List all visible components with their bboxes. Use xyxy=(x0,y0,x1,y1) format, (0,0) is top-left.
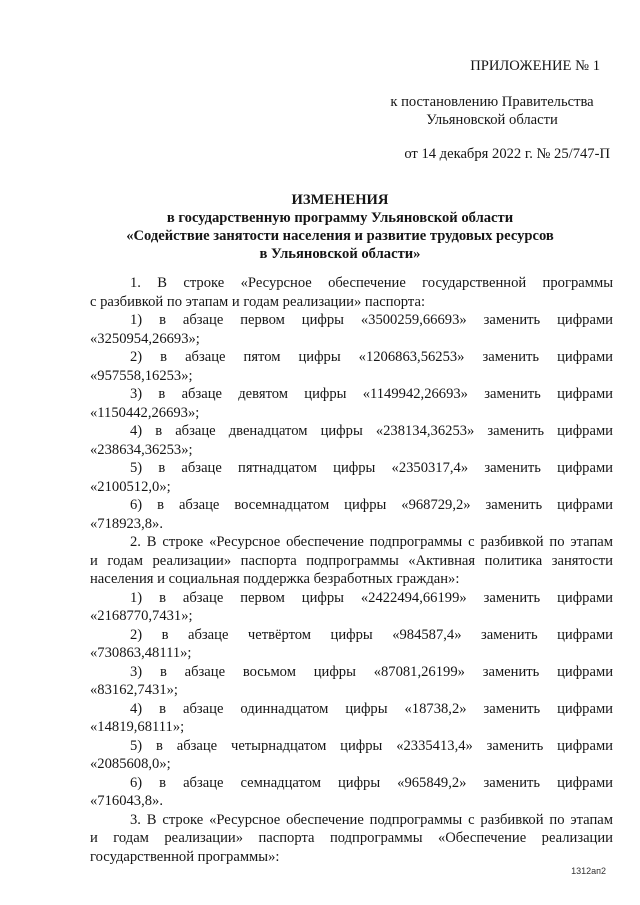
body-line: «1150442,26693»; xyxy=(90,404,200,421)
body-line: 4) в абзаце одиннадцатом цифры «18738,2» заменить цифрами xyxy=(130,700,613,717)
appendix-label: ПРИЛОЖЕНИЕ № 1 xyxy=(470,58,600,74)
body-line: 3) в абзаце девятом цифры «1149942,26693» заменить цифрами xyxy=(130,386,613,402)
body-line: «957558,16253»; xyxy=(90,367,193,384)
body-line: государственной программы»: xyxy=(90,848,280,865)
body-line: 3) в абзаце восьмом цифры «87081,26199» заменить цифрами xyxy=(130,663,613,680)
title-line-2: в государственную программу Ульяновской области xyxy=(166,210,514,226)
body-line: 2) в абзаце пятом цифры «1206863,56253» заменить цифрами xyxy=(130,349,613,365)
body-line: «2085608,0»; xyxy=(90,756,171,772)
title-line-3: «Содействие занятости населения и развитие трудовых ресурсов xyxy=(126,228,554,244)
body-line: «716043,8». xyxy=(90,793,163,809)
body-line: 3. В строке «Ресурсное обеспечение подпрограммы с разбивкой по этапам xyxy=(130,811,613,828)
resolution-line-1: к постановлению Правительства xyxy=(390,94,594,110)
body-line: 5) в абзаце четырнадцатом цифры «2335413,4» заменить цифрами xyxy=(130,737,613,754)
body-line: населения и социальная поддержка безработных граждан»: xyxy=(90,571,460,587)
body-line: «238634,36253»; xyxy=(90,441,193,458)
title-line-4: в Ульяновской области» xyxy=(259,246,421,262)
resolution-date: от 14 декабря 2022 г. № 25/747-П xyxy=(404,146,610,162)
body-line: с разбивкой по этапам и годам реализации» паспорта: xyxy=(90,293,426,310)
body-line: 6) в абзаце семнадцатом цифры «965849,2» заменить цифрами xyxy=(130,774,613,791)
body-line: «2100512,0»; xyxy=(90,478,171,495)
body-line: 6) в абзаце восемнадцатом цифры «968729,2» заменить цифрами xyxy=(130,497,613,513)
resolution-line-2: Ульяновской области xyxy=(426,112,558,128)
body-line: «730863,48111»; xyxy=(90,645,192,661)
body-line: «718923,8». xyxy=(90,515,163,532)
document-body xyxy=(90,274,613,866)
body-line: «2168770,7431»; xyxy=(90,608,193,624)
document-title xyxy=(90,191,590,263)
body-line: «14819,68111»; xyxy=(90,719,185,735)
body-line: «3250954,26693»; xyxy=(90,330,200,347)
body-line: 2. В строке «Ресурсное обеспечение подпрограммы с разбивкой по этапам xyxy=(130,534,613,550)
body-line: 5) в абзаце пятнадцатом цифры «2350317,4» заменить цифрами xyxy=(130,460,613,476)
body-line: и годам реализации» паспорта подпрограммы «Активная политика занятости xyxy=(90,552,613,569)
body-line: 1) в абзаце первом цифры «2422494,66199» заменить цифрами xyxy=(130,589,613,606)
body-line: 4) в абзаце двенадцатом цифры «238134,36253» заменить цифрами xyxy=(130,423,613,439)
title-line-1: ИЗМЕНЕНИЯ xyxy=(291,192,389,208)
body-line: «83162,7431»; xyxy=(90,682,178,698)
footer-code: 1312ап2 xyxy=(571,866,606,876)
body-line: 1) в абзаце первом цифры «3500259,66693» заменить цифрами xyxy=(130,312,613,328)
resolution-reference xyxy=(372,93,612,129)
body-line: и годам реализации» паспорта подпрограммы «Обеспечение реализации xyxy=(90,830,613,846)
body-line: 1. В строке «Ресурсное обеспечение государственной программы xyxy=(130,275,613,291)
body-line: 2) в абзаце четвёртом цифры «984587,4» заменить цифрами xyxy=(130,626,613,643)
